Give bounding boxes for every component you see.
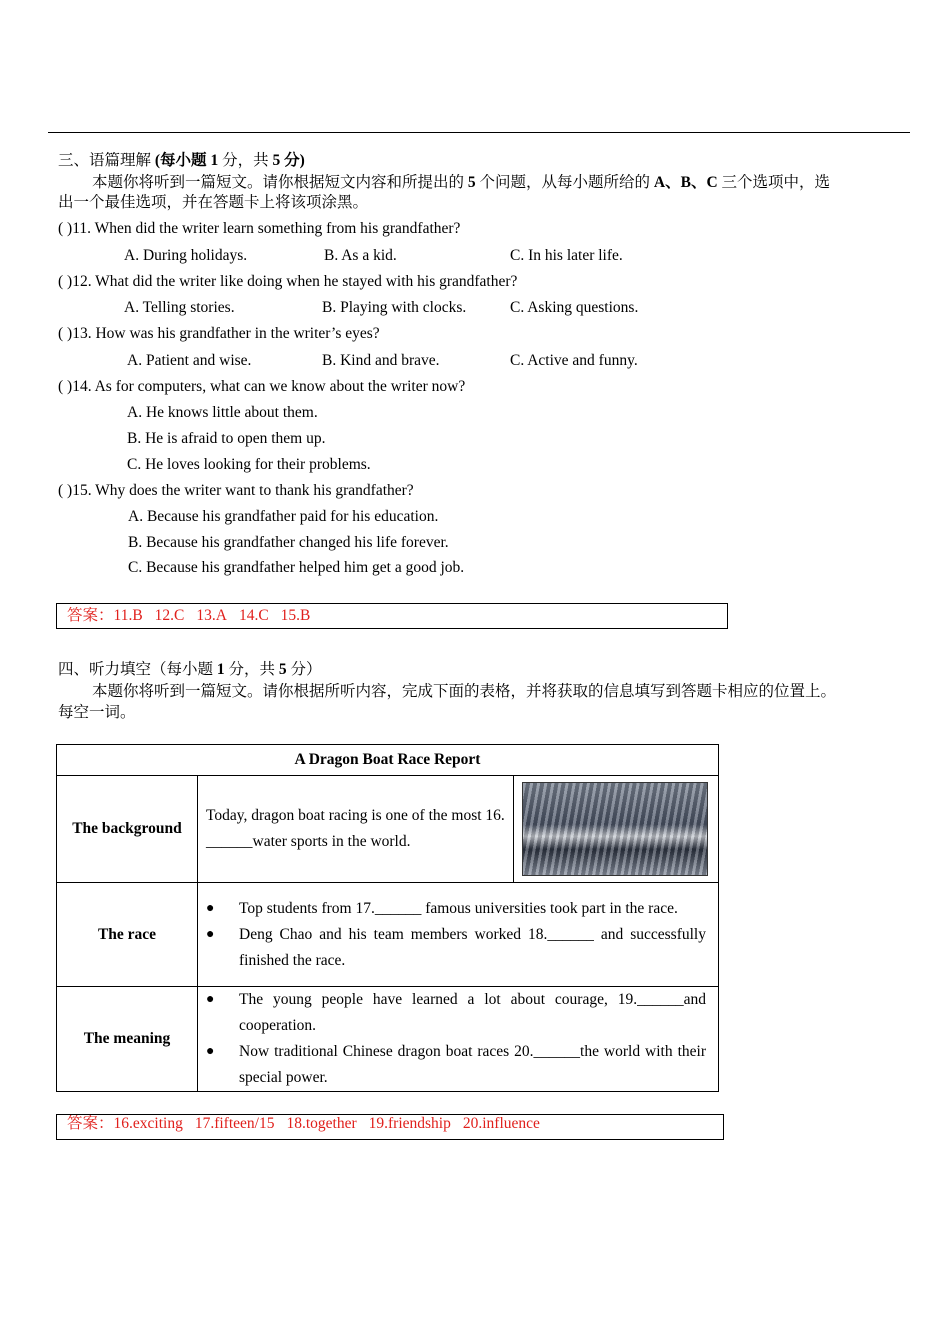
- answer-18: 18.together: [286, 1115, 357, 1132]
- bullet-icon: ●: [206, 992, 215, 1007]
- q15-option-b: B. Because his grandfather changed his life forever.: [128, 534, 449, 551]
- question-11: ( )11. When did the writer learn something from his grandfather?: [58, 220, 461, 237]
- answer-13: 13.A: [196, 607, 227, 624]
- race-item-text: Top students from 17.______ famous universities took part in the race.: [239, 899, 678, 917]
- bullet-icon: ●: [206, 926, 215, 942]
- race-details: [198, 883, 719, 987]
- meaning-item-text: Now traditional Chinese dragon boat races 20.______the world with their special power.: [239, 1043, 706, 1086]
- question-13: ( )13. How was his grandfather in the writer’s eyes?: [58, 325, 380, 342]
- answer-16: 16.exciting: [113, 1115, 183, 1132]
- q11-option-b: B. As a kid.: [324, 247, 397, 264]
- meaning-details: [198, 987, 719, 1092]
- race-item-2: [206, 922, 706, 974]
- answer-14: 14.C: [238, 607, 269, 624]
- meaning-item-1: [206, 987, 706, 1039]
- q13-option-b: B. Kind and brave.: [322, 352, 440, 369]
- race-label: The race: [57, 883, 198, 987]
- race-item-1: [206, 896, 706, 922]
- q11-option-c: C. In his later life.: [510, 247, 623, 264]
- meaning-item-2: [206, 1039, 706, 1091]
- dragon-boat-report-table: [56, 744, 719, 1092]
- answer-15: 15.B: [280, 607, 311, 624]
- section3-instructions-line1: 本题你将听到一篇短文。请你根据短文内容和所提出的 5 个问题，从每小题所给的 A、B、C 三个选项中，选: [92, 174, 831, 191]
- q14-option-c: C. He loves looking for their problems.: [127, 456, 371, 473]
- answer-17: 17.fifteen/15: [194, 1115, 275, 1132]
- bullet-icon: ●: [206, 900, 215, 916]
- q14-option-a: A. He knows little about them.: [127, 404, 318, 421]
- meaning-item-text: The young people have learned a lot about courage, 19.______and cooperation.: [239, 991, 706, 1034]
- answer-label: 答案：: [67, 1115, 114, 1132]
- section4-instructions-line2: 每空一词。: [58, 704, 136, 721]
- answer-label: 答案：: [67, 607, 114, 624]
- q12-option-c: C. Asking questions.: [510, 299, 639, 316]
- q13-option-a: A. Patient and wise.: [127, 352, 252, 369]
- dragon-boat-photo: [522, 782, 708, 876]
- answer-box-section4: [56, 1114, 724, 1140]
- q12-option-b: B. Playing with clocks.: [322, 299, 467, 316]
- q11-option-a: A. During holidays.: [124, 247, 248, 264]
- answer-11: 11.B: [113, 607, 143, 624]
- question-14: ( )14. As for computers, what can we know about the writer now?: [58, 378, 466, 395]
- answer-20: 20.influence: [462, 1115, 540, 1132]
- q15-option-c: C. Because his grandfather helped him get a good job.: [128, 559, 465, 576]
- top-divider: [48, 132, 910, 133]
- section4-instructions-line1: 本题你将听到一篇短文。请你根据所听内容，完成下面的表格，并将获取的信息填写到答题卡相应的位置上。: [92, 683, 837, 700]
- table-title: A Dragon Boat Race Report: [57, 745, 719, 776]
- answer-box-section3: [56, 603, 728, 629]
- answer-12: 12.C: [154, 607, 185, 624]
- q14-option-b: B. He is afraid to open them up.: [127, 430, 326, 447]
- section3-instructions-line2: 出一个最佳选项，并在答题卡上将该项涂黑。: [58, 194, 369, 211]
- q12-option-a: A. Telling stories.: [124, 299, 235, 316]
- photo-cell: [514, 776, 719, 883]
- background-label: The background: [57, 776, 198, 883]
- meaning-label: The meaning: [57, 987, 198, 1092]
- question-15: ( )15. Why does the writer want to thank his grandfather?: [58, 482, 414, 499]
- answer-19: 19.friendship: [368, 1115, 451, 1132]
- section4-heading: 四、听力填空（每小题 1 分，共 5 分）: [58, 661, 322, 678]
- q13-option-c: C. Active and funny.: [510, 352, 638, 369]
- background-text: Today, dragon boat racing is one of the most 16. ______water sports in the world.: [198, 776, 514, 883]
- q15-option-a: A. Because his grandfather paid for his education.: [128, 508, 439, 525]
- question-12: ( )12. What did the writer like doing when he stayed with his grandfather?: [58, 273, 518, 290]
- section3-heading: 三、语篇理解 (每小题 1 分，共 5 分): [58, 152, 305, 169]
- race-item-text: Deng Chao and his team members worked 18.______ and successfully finished the race.: [239, 925, 706, 969]
- bullet-icon: ●: [206, 1044, 215, 1059]
